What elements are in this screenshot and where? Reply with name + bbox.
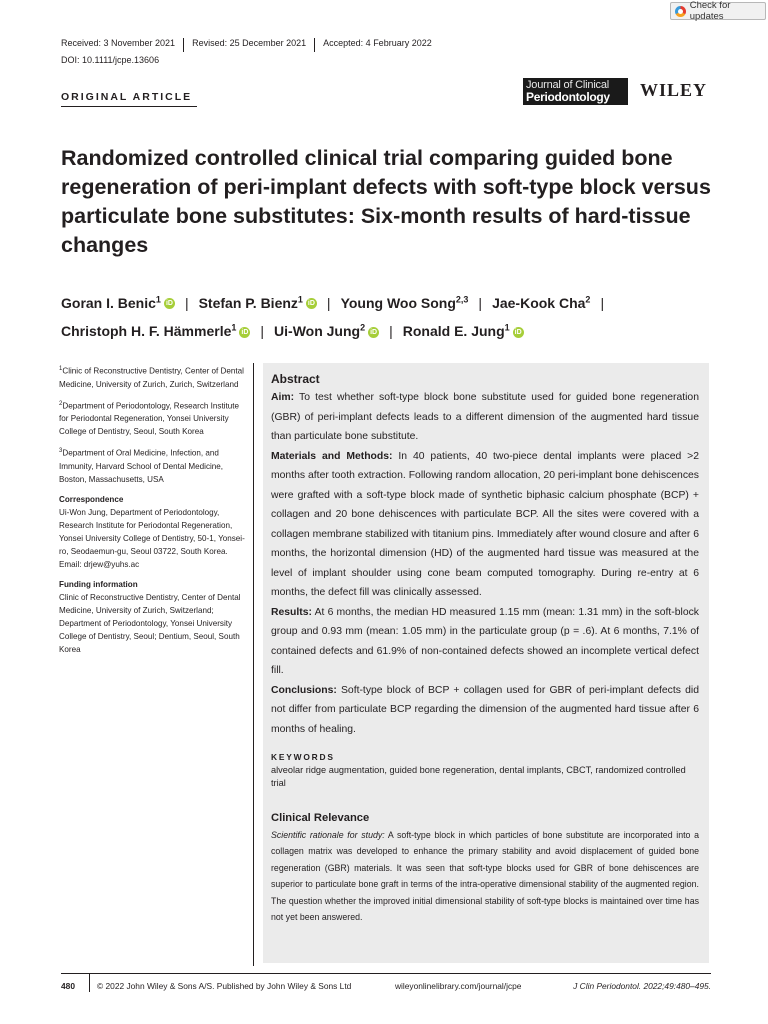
article-type-underline [61,106,197,107]
journal-logo-line2: Periodontology [526,90,610,104]
orcid-icon[interactable]: iD [514,329,522,337]
received-date: Received: 3 November 2021 [61,38,176,48]
keywords-heading: KEYWORDS [271,752,335,762]
affiliation: $^1$Clinic of Reconstructive Dentistry, Center of Dental Medicine, University of Zurich, Zurich, Switzerland [59,366,244,389]
author[interactable]: Young Woo Song$^{2,3}$ [340,294,469,311]
correspondence-text: Ui-Won Jung, Department of Periodontology, Research Institute for Periodontal Regeneration, Yonsei University College of Dentistry, 50-1, Yonsei-ro, Seodaemun-gu, Seoul 03722, South Korea. [59,508,245,557]
revised-date: Revised: 25 December 2021 [192,38,307,48]
abstract-heading: Abstract [271,372,320,386]
author-separator: | [260,323,265,340]
page-number: 480 [61,981,75,991]
author-list [61,287,721,344]
correspondence-email[interactable]: Email: drjew@yuhs.ac [59,560,140,570]
affiliation: $^3$Department of Oral Medicine, Infection, and Immunity, Harvard School of Dental Medicine, Boston, Massachusetts, USA [59,448,224,485]
abstract-conclusions: Conclusions: Soft-type block of BCP + collagen used for GBR of peri-implant defects did not differ from particulate BCP regarding the dimension of the augmented hard tissue after 6 months of healing. [271,684,699,735]
author[interactable]: Stefan P. Bienz$^1$ iD [198,294,315,311]
correspondence-heading: Correspondence [59,495,124,505]
abstract-aim: Aim: To test whether soft-type block bone substitute used for guided bone regeneration (GBR) of peri-implant defects leads to a different dimension of the augmented hard tissue than particulate bone substitute. [271,392,699,442]
meta-divider [183,38,184,52]
orcid-icon[interactable]: iD [241,329,249,337]
journal-logo[interactable] [523,78,628,105]
author[interactable]: Jae-Kook Cha$^2$ [492,294,591,311]
footer-rule [61,973,711,974]
submission-dates [61,38,432,52]
check-updates-icon [675,6,686,17]
author[interactable]: Goran I. Benic$^1$ iD [61,294,173,311]
copyright: © 2022 John Wiley & Sons A/S. Published by John Wiley & Sons Ltd [97,981,352,991]
abstract-box [263,363,709,963]
doi[interactable]: DOI: 10.1111/jcpe.13606 [61,55,160,65]
check-for-updates-label: Check for updates [689,0,731,22]
author-separator: | [478,294,483,311]
article-title: Randomized controlled clinical trial comparing guided bone regeneration of peri-implant defects with soft-type block versus particulate bone substitutes: Six-month results of hard-tissue changes [61,146,711,257]
accepted-date: Accepted: 4 February 2022 [323,38,432,48]
abstract-methods: Materials and Methods: In 40 patients, 40 two-piece dental implants were placed >2 months after tooth extraction. Following random allocation, 20 peri-implant bone dehiscences were grafted with a soft-type block made of synthetic biphasic calcium phosphate (BCP) + collagen and 20 bone dehiscences with particulate BCP. All the sites were covered with a collagen membrane stabilized with titanium pins. Immediately after wound closure and after 6 months, the horizontal dimension (HD) of the augmented hard tissue was measured at the level of implant shoulder using cone beam computed tomography. During re-entry at 6 months, the defect fill was clinically assessed. [271,450,699,598]
column-divider [253,363,254,966]
orcid-icon[interactable]: iD [370,329,378,337]
author-separator: | [184,294,189,311]
clinical-relevance-text: Scientific rationale for study: A soft-type block in which particles of bone substitute are incorporated into a collagen matrix was developed to enhance the primary stability and avoid displacement of guided bone regeneration (GBR) materials. It was seen that soft-type blocks used for GBR of bone dehiscences are superior to particulate bone graft in terms of the intra-operative dimensional stability of the augmented region. The question whether the improved initial dimensional stability of soft-type blocks is maintained over time has not yet been answered. [271,830,700,923]
meta-divider [314,38,315,52]
author-separator: | [600,294,605,311]
keywords-text: alveolar ridge augmentation, guided bone regeneration, dental implants, CBCT, randomized controlled trial [271,765,686,788]
footer-divider [89,974,90,992]
check-for-updates-button[interactable] [670,2,766,20]
citation: J Clin Periodontol. 2022;49:480–495. [573,981,711,991]
article-type: ORIGINAL ARTICLE [61,91,193,103]
abstract-results: Results: At 6 months, the median HD measured 1.15 mm (mean: 1.31 mm) in the soft-block group and 0.93 mm (mean: 1.05 mm) in the particulate group (p = .6). At 6 months, 7.1% of contained defects and 61.9% of non-contained defects showed an incomplete vertical defect fill. [271,606,699,676]
author-separator: | [389,323,393,340]
author[interactable]: Ronald E. Jung$^1$ iD [402,322,522,340]
funding-heading: Funding information [59,580,138,590]
orcid-icon[interactable]: iD [165,300,173,308]
author[interactable]: Christoph H. F. Hämmerle$^1$ iD [61,322,249,340]
funding-text: Clinic of Reconstructive Dentistry, Center of Dental Medicine, University of Zurich, Switzerland; Department of Periodontology, Yonsei University College of Dentistry, Seoul; Dentium, Seoul, South Korea [59,593,241,655]
author[interactable]: Ui-Won Jung$^2$ iD [274,322,378,340]
journal-logo-line1: Journal of Clinical [526,79,610,91]
affiliations-sidebar [59,363,249,663]
publisher-logo[interactable]: WILEY [640,80,708,100]
journal-url[interactable]: wileyonlinelibrary.com/journal/jcpe [395,981,522,991]
author-separator: | [326,294,331,311]
clinical-relevance-heading: Clinical Relevance [271,812,370,824]
orcid-icon[interactable]: iD [307,300,315,308]
affiliation: $^2$Department of Periodontology, Research Institute for Periodontal Regeneration, Yonsei University College of Dentistry, Seoul, South Korea [59,400,240,437]
